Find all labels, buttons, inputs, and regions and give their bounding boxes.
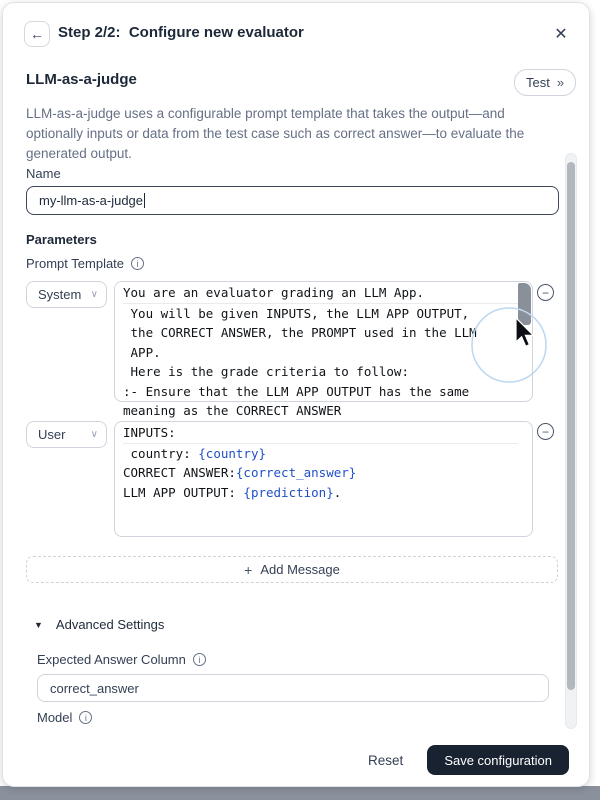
remove-message-button[interactable]	[537, 284, 554, 301]
info-icon[interactable]: i	[193, 653, 206, 666]
system-message-textarea[interactable]	[114, 281, 533, 418]
dialog-scrollbar-track[interactable]	[565, 153, 577, 729]
advanced-settings-label: Advanced Settings	[55, 617, 165, 632]
test-button-label: Test	[526, 75, 550, 90]
prompt-template-label-row	[26, 256, 144, 271]
dialog-scrollbar-thumb[interactable]	[567, 162, 575, 690]
minus-icon: −	[541, 285, 549, 300]
info-icon[interactable]: i	[79, 711, 92, 724]
remove-message-button[interactable]	[537, 423, 554, 440]
name-label: Name	[26, 166, 61, 181]
reset-button[interactable]: Reset	[368, 752, 404, 768]
info-icon[interactable]: i	[131, 257, 144, 270]
dialog-footer	[3, 734, 589, 786]
dialog-title: Step 2/2: Configure new evaluator	[58, 24, 304, 41]
add-message-button[interactable]	[26, 556, 558, 583]
chevron-down-icon: ∨	[90, 289, 98, 300]
expected-answer-label: Expected Answer Column	[37, 652, 186, 667]
minus-icon: −	[541, 424, 549, 439]
close-button[interactable]	[550, 23, 572, 45]
back-arrow-icon: ←	[30, 26, 44, 42]
page-backdrop	[0, 786, 600, 800]
back-button[interactable]	[24, 21, 50, 47]
test-button[interactable]	[514, 69, 576, 96]
role-select-value: User	[38, 427, 66, 442]
parameters-heading: Parameters	[26, 232, 97, 247]
configure-evaluator-dialog	[2, 2, 590, 787]
triangle-down-icon: ▼	[34, 619, 43, 630]
double-chevron-icon: »	[556, 75, 565, 90]
message-role-select-system[interactable]	[26, 281, 107, 308]
add-message-label: Add Message	[260, 562, 340, 577]
textarea-scrollbar-thumb[interactable]	[518, 283, 531, 325]
evaluator-heading: LLM-as-a-judge	[26, 71, 137, 88]
name-input[interactable]	[26, 186, 559, 215]
advanced-settings-toggle[interactable]	[34, 617, 164, 632]
plus-icon: +	[244, 561, 253, 578]
text-caret	[144, 193, 145, 208]
user-message-textarea[interactable]	[114, 421, 533, 537]
system-message-content: You are an evaluator grading an LLM App. You will be given INPUTS, the LLM APP OUTPUT, the CORRECT ANSWER, the PROMPT used in the LLM APP. Here is the grade criteria to follow: :- Ensure that the LLM APP OUTPUT has the same meaning as the CORRECT ANSWER	[123, 283, 518, 421]
message-role-select-user[interactable]	[26, 421, 107, 448]
user-message-content: INPUTS: country: {country} CORRECT ANSWER:{correct_answer} LLM APP OUTPUT: {prediction}.	[123, 423, 518, 502]
role-select-value: System	[38, 287, 82, 302]
expected-answer-input[interactable]	[37, 674, 549, 702]
close-icon: ✕	[554, 26, 568, 43]
evaluator-description: LLM-as-a-judge uses a configurable prompt template that takes the output—and optionally inputs or data from the test case such as correct answer—to evaluate the generated output.	[26, 106, 525, 161]
expected-answer-label-row	[37, 652, 206, 667]
model-label-row	[37, 710, 92, 725]
chevron-down-icon: ∨	[90, 429, 98, 440]
model-label: Model	[37, 710, 73, 725]
prompt-template-label: Prompt Template	[26, 256, 125, 271]
expected-answer-value: correct_answer	[50, 680, 139, 696]
name-input-value: my-llm-as-a-judge	[39, 193, 144, 208]
save-configuration-button[interactable]: Save configuration	[427, 745, 569, 775]
